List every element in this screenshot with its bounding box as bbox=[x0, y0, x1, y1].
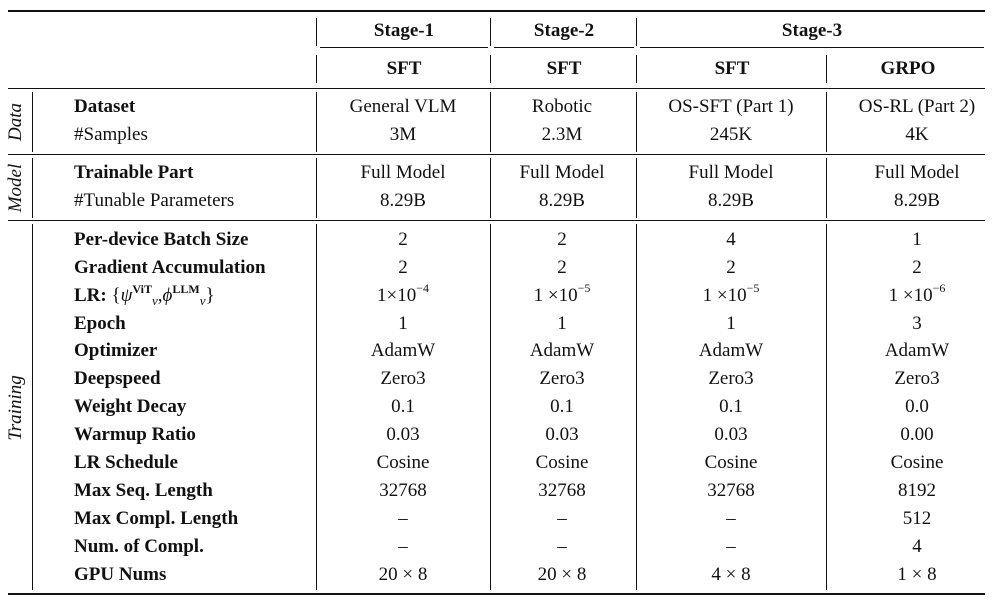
table-cell: 2 bbox=[726, 257, 736, 278]
bottom-rule bbox=[8, 593, 985, 595]
lr-symbol: $\{\psi^{ViT}_v,\phi^{LLM}_v\}$ bbox=[106, 282, 215, 308]
vsep-stage-3 bbox=[636, 18, 637, 46]
method-header-3: SFT bbox=[714, 58, 750, 79]
table-cell: 8.29B bbox=[380, 190, 426, 211]
table-cell: 20 × 8 bbox=[537, 564, 587, 585]
row-label: Epoch bbox=[74, 313, 126, 334]
stage-3-header: Stage-3 bbox=[781, 20, 843, 41]
table-cell: – bbox=[726, 508, 736, 529]
header-rule bbox=[8, 88, 985, 89]
row-label: Gradient Accumulation bbox=[74, 257, 266, 278]
table-cell: 4 × 8 bbox=[711, 564, 751, 585]
table-cell: 2 bbox=[398, 257, 408, 278]
table-cell: OS-SFT (Part 1) bbox=[668, 96, 794, 117]
table-cell: 245K bbox=[709, 124, 753, 145]
table-cell: 8.29B bbox=[708, 190, 754, 211]
row-label: Warmup Ratio bbox=[74, 424, 196, 445]
method-header-4: GRPO bbox=[880, 58, 936, 79]
table-cell: 0.03 bbox=[386, 424, 420, 445]
table-cell: Full Model bbox=[874, 162, 960, 183]
vsep-training-4 bbox=[826, 224, 827, 590]
vsep-model-4 bbox=[826, 158, 827, 218]
table-cell: $1 \times 10^{-5}$ bbox=[702, 280, 760, 306]
table-cell: 512 bbox=[902, 508, 932, 529]
row-label: Deepspeed bbox=[74, 368, 161, 389]
table-cell: – bbox=[398, 508, 408, 529]
table-cell: 2 bbox=[912, 257, 922, 278]
table-cell: 2.3M bbox=[541, 124, 583, 145]
table-cell: 4K bbox=[905, 124, 929, 145]
table-cell: Full Model bbox=[688, 162, 774, 183]
table-cell: – bbox=[557, 508, 567, 529]
table-cell: Full Model bbox=[519, 162, 605, 183]
data-model-rule bbox=[8, 154, 985, 155]
section-label-training: Training bbox=[5, 375, 26, 441]
table-cell: 2 bbox=[398, 229, 408, 250]
table-cell: 0.03 bbox=[545, 424, 579, 445]
table-cell: 0.0 bbox=[905, 396, 929, 417]
table-cell: $1\times 10^{-4}$ bbox=[377, 280, 429, 306]
top-rule bbox=[8, 10, 985, 12]
row-label: Dataset bbox=[74, 96, 136, 117]
table-cell: 1 bbox=[557, 313, 567, 334]
row-label: Weight Decay bbox=[74, 396, 187, 417]
table-cell: AdamW bbox=[698, 340, 764, 361]
table-cell: – bbox=[726, 536, 736, 557]
vsep-training-1 bbox=[316, 224, 317, 590]
table-cell: Full Model bbox=[360, 162, 446, 183]
table-cell: – bbox=[557, 536, 567, 557]
table-cell: 4 bbox=[726, 229, 736, 250]
row-label: GPU Nums bbox=[74, 564, 167, 585]
table-cell: Cosine bbox=[704, 452, 758, 473]
table-cell: Cosine bbox=[890, 452, 944, 473]
table-cell: 0.1 bbox=[391, 396, 415, 417]
row-label: Num. of Compl. bbox=[74, 536, 204, 557]
vsep-data-4 bbox=[826, 92, 827, 152]
vsep-data-1 bbox=[316, 92, 317, 152]
method-header-1: SFT bbox=[386, 58, 422, 79]
stage1-rule bbox=[320, 47, 488, 48]
table-cell: AdamW bbox=[884, 340, 950, 361]
table-cell: AdamW bbox=[529, 340, 595, 361]
stage-1-header: Stage-1 bbox=[373, 20, 435, 41]
table-cell: $1 \times 10^{-6}$ bbox=[888, 280, 946, 306]
table-cell: $1 \times 10^{-5}$ bbox=[533, 280, 591, 306]
row-label: LR: $\{\psi^{ViT}_v,\phi^{LLM}_v\}$ bbox=[74, 282, 215, 308]
method-header-2: SFT bbox=[546, 58, 582, 79]
vsep-method-2 bbox=[490, 55, 491, 83]
stage2-rule bbox=[494, 47, 634, 48]
table-cell: General VLM bbox=[349, 96, 457, 117]
vsep-section-data bbox=[32, 92, 33, 152]
table-cell: 0.1 bbox=[719, 396, 743, 417]
table-cell: 0.1 bbox=[550, 396, 574, 417]
vsep-method-4 bbox=[826, 55, 827, 83]
row-label: #Samples bbox=[74, 124, 148, 145]
table-cell: 1 bbox=[726, 313, 736, 334]
table-cell: Zero3 bbox=[539, 368, 585, 389]
table-cell: 8192 bbox=[898, 480, 936, 501]
row-label: Optimizer bbox=[74, 340, 158, 361]
table-cell: 3 bbox=[912, 313, 922, 334]
table-cell: 1 bbox=[912, 229, 922, 250]
table-cell: Cosine bbox=[535, 452, 589, 473]
vsep-method-3 bbox=[636, 55, 637, 83]
row-label: Max Compl. Length bbox=[74, 508, 239, 529]
table-cell: 8.29B bbox=[894, 190, 940, 211]
table-cell: OS-RL (Part 2) bbox=[858, 96, 976, 117]
table-cell: 20 × 8 bbox=[378, 564, 428, 585]
table-cell: 4 bbox=[912, 536, 922, 557]
table-cell: 8.29B bbox=[539, 190, 585, 211]
table-cell: 2 bbox=[557, 257, 567, 278]
vsep-stage-1 bbox=[316, 18, 317, 46]
vsep-method-1 bbox=[316, 55, 317, 83]
row-label: #Tunable Parameters bbox=[74, 190, 235, 211]
table-cell: 0.03 bbox=[714, 424, 748, 445]
stage3-rule bbox=[640, 47, 984, 48]
table-cell: – bbox=[398, 536, 408, 557]
table-cell: 1 bbox=[398, 313, 408, 334]
row-label: Trainable Part bbox=[74, 162, 194, 183]
table-cell: Zero3 bbox=[708, 368, 754, 389]
vsep-section-model bbox=[32, 158, 33, 218]
table-cell: 3M bbox=[389, 124, 417, 145]
table-cell: 2 bbox=[557, 229, 567, 250]
table-cell: Zero3 bbox=[380, 368, 426, 389]
vsep-section-training bbox=[32, 224, 33, 590]
row-label: Per-device Batch Size bbox=[74, 229, 249, 250]
row-label: LR Schedule bbox=[74, 452, 178, 473]
table-cell: 32768 bbox=[379, 480, 427, 501]
table-cell: 0.00 bbox=[900, 424, 934, 445]
model-training-rule bbox=[8, 220, 985, 221]
section-label-model: Model bbox=[5, 163, 26, 213]
vsep-stage-2 bbox=[490, 18, 491, 46]
stage-2-header: Stage-2 bbox=[533, 20, 595, 41]
table-cell: Cosine bbox=[376, 452, 430, 473]
row-label: Max Seq. Length bbox=[74, 480, 213, 501]
vsep-model-1 bbox=[316, 158, 317, 218]
section-label-data: Data bbox=[5, 103, 26, 141]
table-cell: 1 × 8 bbox=[897, 564, 937, 585]
table-cell: Zero3 bbox=[894, 368, 940, 389]
table-cell: 32768 bbox=[707, 480, 755, 501]
table-cell: Robotic bbox=[531, 96, 593, 117]
table-cell: 32768 bbox=[538, 480, 586, 501]
table-cell: AdamW bbox=[370, 340, 436, 361]
